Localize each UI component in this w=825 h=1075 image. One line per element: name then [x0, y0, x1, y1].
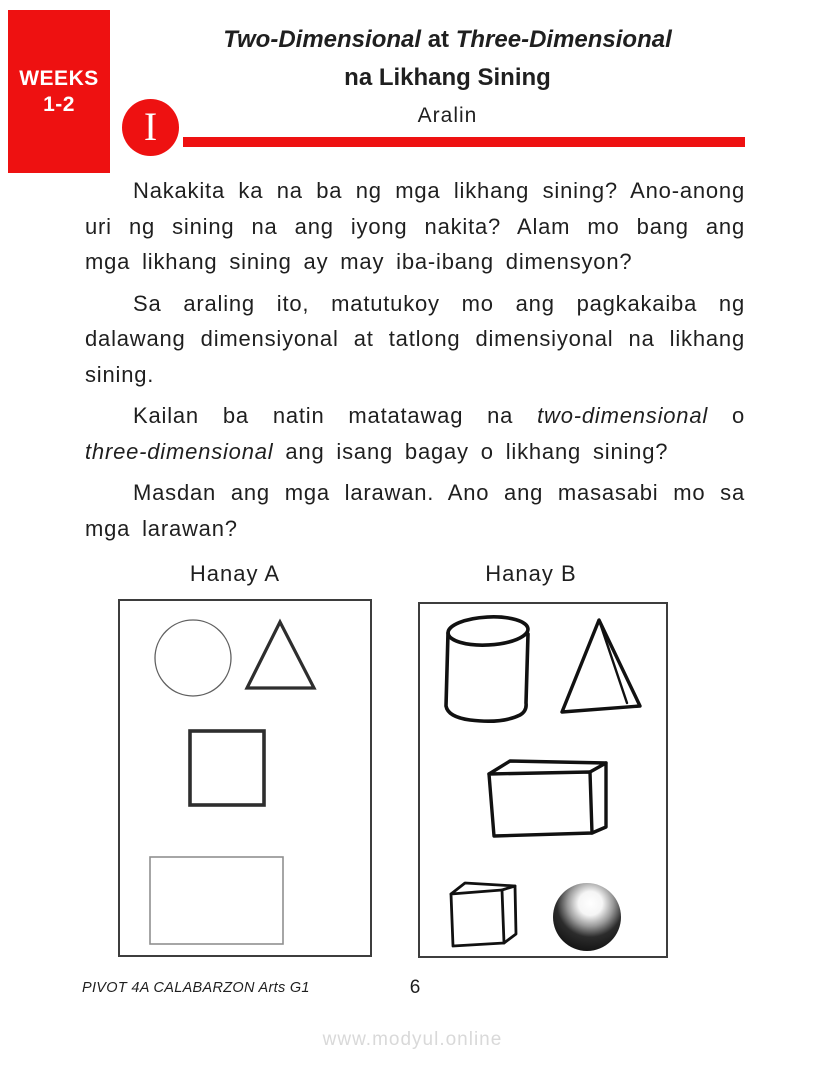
watermark-text: www.modyul.online [322, 1029, 503, 1050]
title-italic-2: Three-Dimensional [455, 26, 672, 53]
hanay-a-box [118, 599, 372, 957]
hanay-b-box [418, 602, 668, 958]
triangle-shape [247, 622, 314, 688]
paragraph-3 [85, 398, 745, 469]
paragraph-1: Nakakita ka na ba ng mga likhang sining? Ano-anong uri ng sining na ang iyong nakita? Alam mo bang ang mga likhang sining ay may iba-ibang dimensyon? [85, 178, 745, 274]
lesson-numeral: I [143, 104, 158, 149]
rectangle-shape [150, 857, 283, 944]
week-badge-line2: 1-2 [43, 92, 75, 116]
page-title-line2: na Likhang Sining [344, 64, 551, 91]
paragraph-2: Sa araling ito, matutukoy mo ang pagkakaiba ng dalawang dimensiyonal at tatlong dimensiyonal na likhang sining. [85, 290, 745, 387]
header-rule [183, 137, 745, 147]
column-label-hanay-b: Hanay B [485, 561, 577, 586]
p3-italic-2: three-dimensional [85, 438, 274, 464]
cube-shape [451, 883, 516, 946]
lesson-subtitle: Aralin [417, 104, 478, 127]
pyramid-shape [562, 620, 640, 712]
footer-module-label: PIVOT 4A CALABARZON Arts G1 [82, 980, 310, 996]
column-label-hanay-a: Hanay A [189, 561, 281, 586]
page-number: 6 [409, 977, 421, 998]
square-shape [190, 731, 264, 805]
sphere-shape [553, 883, 621, 951]
circle-shape [155, 620, 231, 696]
p3-italic-1: two-dimensional [537, 403, 709, 428]
rectangular-prism-shape [489, 761, 606, 836]
p3-mid: o [708, 403, 745, 428]
cylinder-shape [446, 615, 529, 721]
week-badge-line1: WEEKS [19, 66, 99, 90]
lesson-body [85, 173, 745, 552]
title-italic-1: Two-Dimensional [223, 26, 422, 53]
week-badge [8, 10, 110, 173]
lesson-number-badge [122, 99, 179, 156]
p3-pre: Kailan ba natin matatawag na [133, 403, 538, 428]
page-header [125, 26, 770, 128]
two-dimensional-shapes [120, 601, 370, 955]
page-title [125, 26, 770, 54]
title-mid: at [421, 26, 456, 53]
three-dimensional-shapes [420, 604, 666, 956]
p3-post: ang isang bagay o likhang sining? [273, 438, 669, 464]
paragraph-4: Masdan ang mga larawan. Ano ang masasabi mo sa mga larawan? [85, 480, 745, 541]
